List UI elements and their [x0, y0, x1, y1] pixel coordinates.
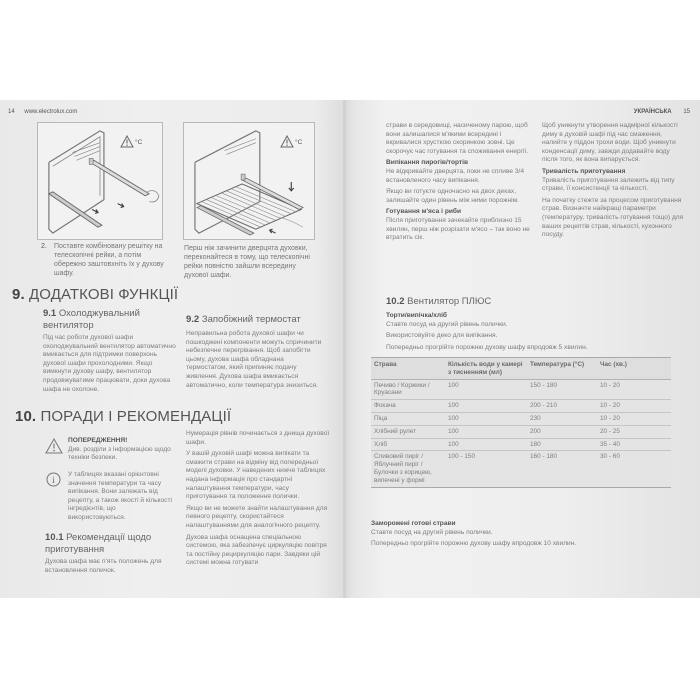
- table-row: [371, 438, 671, 451]
- column-header-dish: Страва: [371, 358, 445, 380]
- meat-tip-text: Після приготування зачекайте приблизно 15 хвилин, перш ніж розрізати м'ясо – так воно не втратить сік.: [386, 216, 530, 242]
- step-number: 2.: [41, 243, 47, 250]
- subsection-title: Вентилятор ПЛЮС: [407, 296, 492, 307]
- page-number: 15: [683, 109, 690, 115]
- cell-temperature: 180: [527, 438, 597, 451]
- illustration-shelf-inserted: [183, 122, 315, 240]
- subsection-title: Охолоджувальний вентилятор: [43, 308, 140, 331]
- subsection-title: Рекомендації щодо приготування: [45, 532, 152, 555]
- table-row: [371, 412, 671, 425]
- cell-water: 100 - 150: [445, 451, 527, 487]
- subsection-number: 10.2: [386, 296, 405, 307]
- right-page: [346, 100, 700, 598]
- subsection-number: 9.2: [186, 314, 200, 325]
- section-10-heading: [15, 408, 231, 426]
- subsection-title: Запобіжний термостат: [201, 314, 301, 325]
- page-header-left: [8, 108, 77, 116]
- frozen-intro: [371, 520, 671, 537]
- meat-tip: [386, 208, 531, 242]
- cell-time: 30 - 60: [597, 451, 671, 487]
- meat-tip-title: Готування м'яса і риби: [386, 208, 462, 216]
- duration-tip-text: Тривалість приготування залежить від типу страви, її консистенції та кількості.: [542, 176, 675, 193]
- paragraph: Якщо ви не можете знайти налаштування для певного рецепту, скористайтеся налаштуваннями для аналогічного рецепту.: [186, 504, 328, 529]
- info-icon: [46, 472, 61, 492]
- section-number: 10.: [15, 408, 37, 425]
- table-header-row: [371, 358, 671, 380]
- temperature-label: °C: [135, 139, 143, 146]
- frozen-line-1: Ставте посуд на другий рівень полички.: [371, 528, 493, 536]
- cell-time: 10 - 20: [597, 379, 671, 400]
- warning-title: ПОПЕРЕДЖЕННЯ!: [68, 437, 128, 444]
- cell-water: 100: [445, 438, 527, 451]
- cakes-tip-title: Випікання пирогів/тортів: [386, 159, 469, 167]
- section-9-heading: [12, 286, 178, 304]
- paragraph: Якщо ви готуєте одночасно на двох деках, залишайте один рівень між ними порожнім.: [386, 188, 519, 204]
- paragraph: страви в середовищі, насиченому парою, щоб вони залишалися м'якими всередині і вкривалися хрусткою скоринкою зовні. Це скорочує час готування та споживання енергії.: [386, 122, 529, 155]
- cell-water: 100: [445, 379, 527, 400]
- section-number: 9.: [12, 286, 25, 303]
- subsection-10-2-heading: [386, 296, 586, 308]
- fan-plus-subhead: Торти/випічка/хліб: [386, 312, 448, 319]
- right-page-column-1: [386, 122, 531, 243]
- section-10-right-column: [186, 430, 331, 568]
- subsection-10-1-text: Духова шафа має п'ять положень для встановлення поличок.: [45, 558, 162, 574]
- duration-tip-title: Тривалість приготування: [542, 167, 626, 175]
- fan-plus-intro: [386, 312, 666, 329]
- cell-time: 10 - 20: [597, 400, 671, 413]
- step-2-instruction: [41, 242, 166, 278]
- subsection-number: 9.1: [43, 308, 57, 319]
- page-number: 14: [8, 109, 15, 115]
- fan-plus-line-2: Використовуйте деко для випікання.: [386, 332, 498, 340]
- step-text: Поставте комбіновану решітку на телескопічні рейки, а потім обережно заштовхніть їх у духову шафу.: [54, 243, 164, 277]
- cell-water: 100: [445, 412, 527, 425]
- fan-plus-line-3: Попередньо прогрійте порожню духову шафу впродовж 5 хвилин.: [386, 343, 588, 351]
- left-page: [0, 100, 343, 598]
- cell-temperature: 150 - 180: [527, 379, 597, 400]
- cell-temperature: 160 - 180: [527, 451, 597, 487]
- column-header-water: Кількість води у камері з тисненням (мл): [445, 358, 527, 380]
- section-title: ДОДАТКОВІ ФУНКЦІЇ: [29, 286, 179, 303]
- illustration-telescopic-rails: [37, 122, 163, 240]
- manual-spread: [0, 100, 700, 598]
- cakes-tip: [386, 159, 531, 185]
- frozen-line-2: Попередньо прогрійте порожню духову шафу впродовж 10 хвилин.: [371, 540, 577, 548]
- cell-temperature: 200 - 210: [527, 400, 597, 413]
- cell-dish: Хлібний рулет: [371, 425, 445, 438]
- cell-dish: Сливовий пиріг / Яблучний пиріг / Булочки з корицею, випечені у формі: [371, 451, 445, 487]
- cell-time: 35 - 40: [597, 438, 671, 451]
- subsection-9-2-text: Неправильна робота духової шафи чи пошкоджені компоненти можуть спричинити небезпечне перегрівання. Щоб запобігти цьому, духова шафа обладнана термостатом, який припиняє подачу живлення. Духова шафа вмикається автоматично, коли температура знизиться.: [186, 330, 322, 389]
- info-note: У таблицях вказані орієнтовні значення температури та часу випікання. Вони залежать від рецепту, а також якості й кількості інгредієнтів, що використовуються.: [68, 471, 172, 521]
- column-header-time: Час (хв.): [597, 358, 671, 380]
- language-label: УКРАЇНСЬКА: [633, 109, 672, 115]
- hot-surface-warning-icon: [120, 135, 134, 148]
- page-header-right: [634, 108, 690, 116]
- right-page-column-2: [542, 122, 687, 240]
- table-row: [371, 379, 671, 400]
- duration-tip: [542, 168, 687, 194]
- subsection-9-2-heading: [186, 314, 331, 326]
- svg-text:i: i: [52, 475, 55, 485]
- cell-dish: Фокача: [371, 400, 445, 413]
- table-row: [371, 400, 671, 413]
- cell-dish: Піца: [371, 412, 445, 425]
- paragraph: На початку стежте за процесом приготування страв. Визначте найкращі параметри (температуру, тривалість готування тощо) для ваших рецептів страв, кількості, кухонного посуду.: [542, 196, 684, 239]
- table-row: [371, 425, 671, 438]
- frozen-meals-instructions: [371, 520, 671, 549]
- warning-triangle-icon: [45, 438, 63, 459]
- column-header-temperature: Температура (°C): [527, 358, 597, 380]
- subsection-9-1-heading: [43, 308, 168, 331]
- cell-temperature: 230: [527, 412, 597, 425]
- subsection-9-1-text: Під час роботи духової шафи охолоджувальний вентилятор автоматично вмикається для підтримки поверхонь духової шафи прохолодними. Якщо вимкнути духову шафу, вентилятор продовжуватиме працювати, доки духова шафа не охолоне.: [43, 334, 176, 393]
- cell-time: 20 - 25: [597, 425, 671, 438]
- paragraph: Щоб уникнути утворення надмірної кількості диму в духовій шафі під час смаження, налийте у піддон трохи води. Щоб уникнути конденсації диму, завжди додавайте воду після того, як вона випарується.: [542, 122, 678, 164]
- frozen-title: Заморожені готові страви: [371, 520, 456, 527]
- table-row: [371, 451, 671, 487]
- shelf-caption: Перш ніж зачинити дверцята духовки, переконайтеся в тому, що телескопічні рейки повністю зайшли всередину духової шафи.: [184, 245, 310, 279]
- cell-water: 100: [445, 400, 527, 413]
- warning-text: Див. розділи з інформацією щодо техніки безпеки.: [68, 445, 171, 462]
- warning-note: [68, 437, 174, 463]
- cell-dish: Хліб: [371, 438, 445, 451]
- paragraph: Нумерація рівнів починається з днища духової шафи.: [186, 430, 330, 446]
- subsection-number: 10.1: [45, 532, 64, 543]
- paragraph: У вашій духовій шафі можна випікати та смажити страви на відміну від попередньої моделі духовки. У наведених нижче таблицях надана інформація про стандартні налаштування температури, часу приготування та положення полички.: [186, 450, 326, 501]
- paragraph: Духова шафа оснащена спеціальною системою, яка забезпечує циркуляцію повітря та постійну рециркуляцію пари. Завдяки цій системі можна готувати: [186, 533, 327, 567]
- cell-dish: Печиво / Коржики / Круасани: [371, 379, 445, 400]
- cell-water: 100: [445, 425, 527, 438]
- temperature-label: °C: [295, 139, 303, 146]
- cell-temperature: 200: [527, 425, 597, 438]
- fan-plus-line-1: Ставте посуд на другий рівень полички.: [386, 320, 508, 328]
- hot-surface-warning-icon: [280, 135, 294, 148]
- section-title: ПОРАДИ І РЕКОМЕНДАЦІЇ: [40, 408, 232, 425]
- cakes-tip-text: Не відкривайте дверцята, поки не спливе 3/4 встановленого часу випікання.: [386, 167, 525, 184]
- website-url: www.electrolux.com: [24, 109, 78, 115]
- oven-rail-drawing: [38, 123, 162, 239]
- cell-time: 10 - 20: [597, 412, 671, 425]
- subsection-10-1-heading: [45, 532, 175, 555]
- baking-table: [371, 357, 671, 488]
- fan-plus-instructions: [386, 312, 666, 352]
